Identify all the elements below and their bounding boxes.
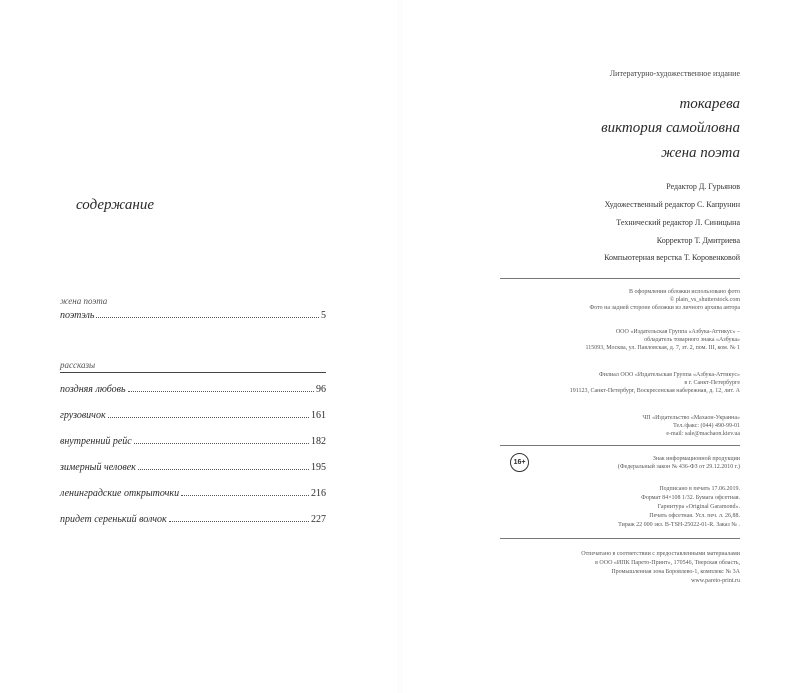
toc-leader	[134, 443, 309, 444]
age-rating-badge: 16+	[510, 453, 529, 472]
author-surname: токарева	[679, 96, 740, 112]
toc-entry[interactable]	[60, 459, 326, 473]
credit-line: Компьютерная верстка Т. Коровенковой	[604, 253, 740, 262]
toc-leader	[128, 391, 314, 392]
age-note-line: Знак информационной продукции	[652, 456, 740, 462]
toc-entry-title: поздняя любовь	[60, 384, 126, 395]
print-info-line: Тираж 22 000 экз. B-TSH-25022-01-R. Заказ № .	[618, 522, 740, 528]
toc-entry-title: зимерный человек	[60, 462, 136, 473]
printer-line: Отпечатано в соответствии с предоставленными материалами	[581, 551, 740, 557]
toc-leader	[181, 495, 309, 496]
toc-entry-page: 227	[311, 514, 326, 525]
credit-line: Технический редактор Л. Синицына	[616, 218, 740, 227]
toc-entry[interactable]	[60, 407, 326, 421]
printer-line: в ООО «ИПК Парето-Принт», 170546, Тверская область,	[595, 560, 740, 566]
toc-leader	[96, 317, 319, 318]
book-gutter	[398, 0, 402, 693]
toc-entry-page: 96	[316, 384, 326, 395]
publisher-line: ООО «Издательская Группа «Азбука-Аттикус» –	[615, 329, 740, 335]
toc-entry[interactable]	[60, 307, 326, 321]
toc-leader	[138, 469, 309, 470]
age-note-line: (Федеральный закон № 436-ФЗ от 29.12.2010 г.)	[617, 464, 740, 470]
book-title: жена поэта	[661, 145, 740, 161]
credit-line: Корректор Т. Дмитриева	[656, 236, 740, 245]
toc-entry-title: внутренний рейс	[60, 436, 132, 447]
print-info-line: Подписано в печать 17.06.2019.	[659, 486, 740, 492]
toc-entry[interactable]	[60, 381, 326, 395]
author-name: виктория самойловна	[601, 120, 740, 136]
cover-note-line: © plain_vs_shutterstock.com	[669, 297, 740, 303]
toc-entry-page: 182	[311, 436, 326, 447]
publisher-line: ЧП «Издательство «Махаон-Украина»	[642, 415, 740, 421]
toc-entry-page: 161	[311, 410, 326, 421]
toc-entry-page: 216	[311, 488, 326, 499]
print-info-line: Печать офсетная. Усл. печ. л. 26,88.	[649, 513, 740, 519]
toc-entry-page: 5	[321, 310, 326, 321]
toc-entry-title: ленинградские открыточки	[60, 488, 180, 499]
section-divider	[500, 445, 740, 446]
toc-entry[interactable]	[60, 485, 326, 499]
publisher-line: Филиал ООО «Издательская Группа «Азбука-Аттикус»	[598, 372, 740, 378]
print-info-line: Формат 84×108 1/32. Бумага офсетная.	[641, 495, 740, 501]
cover-note-line: В оформлении обложки использовано фото	[629, 289, 740, 295]
toc-entry-page: 195	[311, 462, 326, 473]
toc-entry[interactable]	[60, 433, 326, 447]
toc-title: содержание	[76, 197, 154, 213]
toc-divider	[60, 372, 326, 373]
publisher-line: в г. Санкт-Петербурге	[684, 380, 740, 386]
publisher-line: 115093, Москва, ул. Павловская, д. 7, эт. 2, пом. III, ком. № 1	[585, 345, 740, 351]
publisher-line: 191123, Санкт-Петербург, Воскресенская набережная, д. 12, лит. А	[569, 388, 740, 394]
publisher-line: обладатель товарного знака «Азбука»	[644, 337, 740, 343]
print-info-line: Гарнитура «Original Garamond».	[657, 504, 740, 510]
section-divider	[500, 278, 740, 279]
toc-section-title: жена поэта	[60, 296, 108, 306]
cover-note-line: Фото на задней стороне обложки из личного архива автора	[589, 305, 740, 311]
printer-line: Промышленная зона Боровлево-1, комплекс № 3А	[611, 569, 740, 575]
toc-entry-title: придет серенький волчок	[60, 514, 167, 525]
toc-entry[interactable]	[60, 511, 326, 525]
toc-entry-title: поэтэль	[60, 310, 95, 321]
printer-line: www.pareto-print.ru	[691, 578, 740, 584]
publisher-line: e-mail: sale@machaon.kiev.ua	[666, 431, 740, 437]
publisher-line: Тел./факс: (044) 490-99-01	[673, 423, 740, 429]
genre-label: Литературно-художественное издание	[609, 69, 740, 78]
toc-entry-title: грузовичок	[60, 410, 106, 421]
toc-leader	[108, 417, 309, 418]
credit-line: Художественный редактор С. Капрунин	[604, 200, 740, 209]
credit-line: Редактор Д. Гурьянов	[666, 182, 740, 191]
toc-leader	[169, 521, 309, 522]
section-divider	[500, 538, 740, 539]
toc-section-title: рассказы	[60, 360, 96, 370]
